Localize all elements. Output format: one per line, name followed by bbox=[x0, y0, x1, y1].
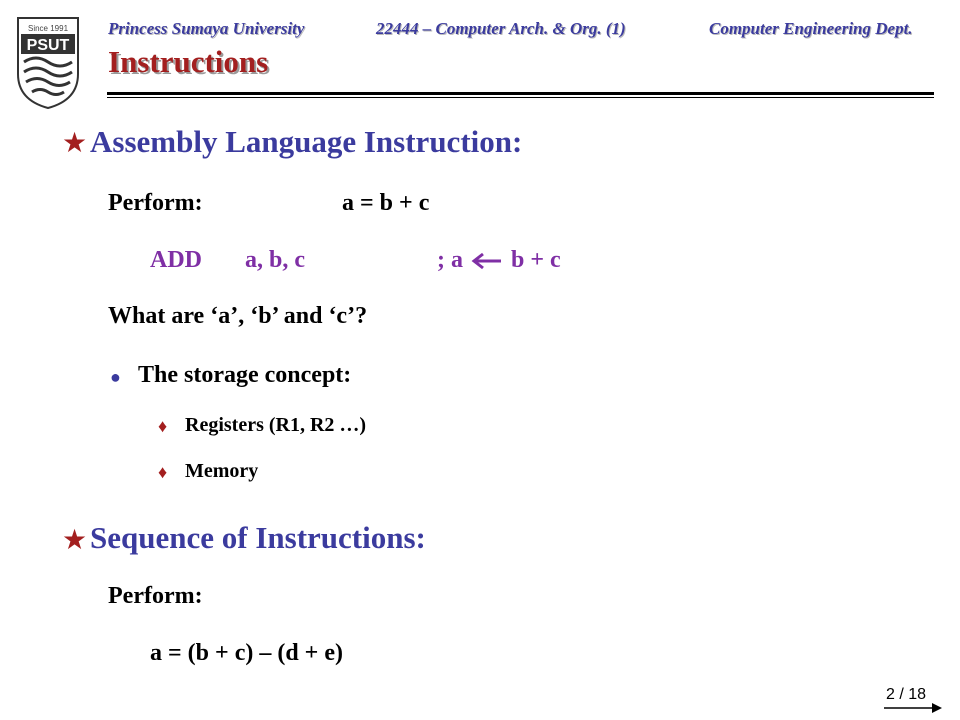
comment-prefix: ; a bbox=[437, 247, 463, 273]
left-arrow-icon bbox=[469, 251, 505, 271]
section2-heading: Sequence of Instructions: bbox=[90, 520, 426, 555]
code-args: a, b, c bbox=[245, 247, 305, 273]
title-rule-thin bbox=[107, 97, 934, 98]
perform-label: Perform: bbox=[108, 190, 203, 216]
page-number: 2 / 18 bbox=[886, 686, 927, 703]
diamond-bullet-icon: ♦ bbox=[158, 462, 168, 482]
diamond-bullet-icon: ♦ bbox=[158, 416, 168, 436]
circle-bullet-icon: ● bbox=[110, 367, 121, 387]
perform-expression: a = b + c bbox=[342, 190, 430, 216]
star-bullet-icon: ★ bbox=[62, 128, 88, 159]
svg-text:Since 1991: Since 1991 bbox=[27, 24, 69, 33]
section1-heading: Assembly Language Instruction: bbox=[90, 124, 523, 159]
university-logo bbox=[16, 16, 80, 110]
item-memory: Memory bbox=[185, 460, 259, 482]
header-university: Princess Sumaya University bbox=[108, 19, 305, 38]
storage-concept: The storage concept: bbox=[138, 362, 352, 388]
comment-suffix: b + c bbox=[511, 247, 561, 273]
header-course: 22444 – Computer Arch. & Org. (1) bbox=[376, 19, 626, 38]
title-rule-thick bbox=[107, 92, 934, 95]
slide-title: Instructions bbox=[108, 44, 269, 79]
star-bullet-icon: ★ bbox=[62, 525, 88, 556]
question-line: What are ‘a’, ‘b’ and ‘c’? bbox=[108, 303, 368, 329]
header-department: Computer Engineering Dept. bbox=[709, 19, 913, 38]
code-comment bbox=[437, 247, 561, 274]
next-slide-arrow-icon[interactable] bbox=[882, 700, 946, 719]
perform-label-2: Perform: bbox=[108, 583, 203, 609]
item-registers: Registers (R1, R2 …) bbox=[185, 414, 367, 436]
svg-text:PSUT: PSUT bbox=[26, 37, 70, 54]
code-op: ADD bbox=[150, 247, 202, 273]
sequence-expression: a = (b + c) – (d + e) bbox=[150, 640, 343, 666]
